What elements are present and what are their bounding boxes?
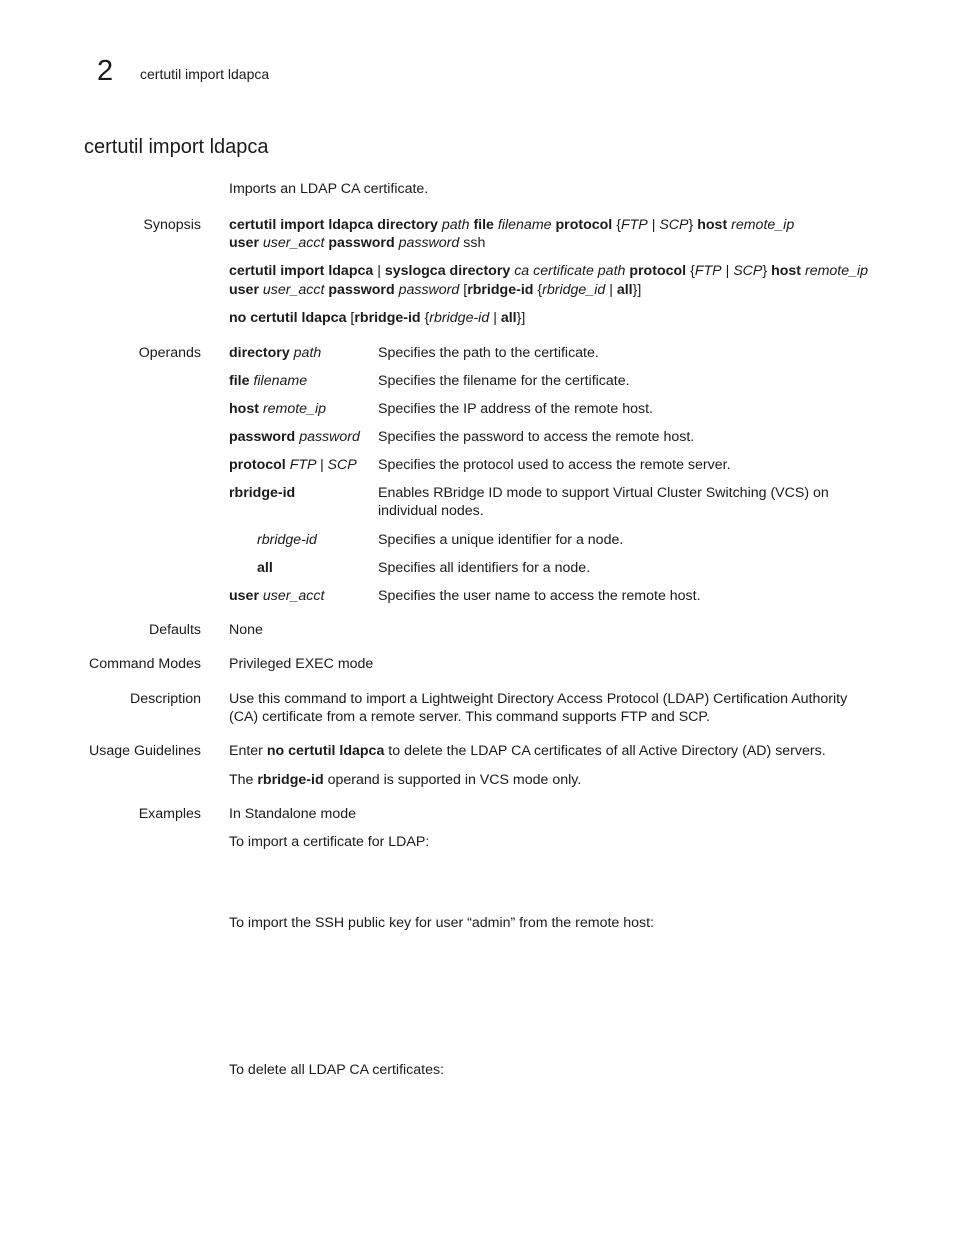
operand-term: file filename [229,373,308,389]
synopsis-line-1b: user user_acct password password ssh [229,235,486,251]
usage-guidelines-label: Usage Guidelines [89,743,201,759]
description-text: Use this command to import a Lightweight Directory Access Protocol (LDAP) Certification Authority (CA) certificate from a remote server. This command supports FTP and SCP. [229,691,848,725]
usage-guideline-1: Enter no certutil ldapca to delete the LDAP CA certificates of all Active Directory (AD) servers. [229,743,826,759]
synopsis-line-3: no certutil ldapca [rbridge-id {rbridge-id | all}] [229,310,526,326]
operand-description: Specifies a unique identifier for a node. [378,532,624,548]
chapter-number: 2 [97,55,114,87]
command-modes-label: Command Modes [89,656,201,672]
synopsis-label: Synopsis [143,217,201,233]
operand-description: Specifies the IP address of the remote host. [378,401,653,417]
synopsis-line-2a: certutil import ldapca | syslogca directory ca certificate path protocol {FTP | SCP} host remote_ip [229,263,869,279]
operand-description: Specifies the password to access the remote host. [378,429,695,445]
defaults-text: None [229,622,263,638]
operand-description: Specifies the path to the certificate. [378,345,599,361]
command-summary: Imports an LDAP CA certificate. [229,181,429,197]
examples-label: Examples [138,806,201,822]
operand-term: rbridge-id [229,485,296,501]
example-mode: In Standalone mode [229,806,356,822]
defaults-label: Defaults [148,622,201,638]
synopsis-line-1a: certutil import ldapca directory path file filename protocol {FTP | SCP} host remote_ip [229,217,795,233]
operand-term: rbridge-id [257,532,317,548]
page-title: certutil import ldapca [84,136,269,158]
example-import-ldap: To import a certificate for LDAP: [229,834,430,850]
operand-description: Specifies the filename for the certificate. [378,373,630,389]
example-delete-certs: To delete all LDAP CA certificates: [229,1062,445,1078]
description-label: Description [130,691,201,707]
example-import-ssh-key: To import the SSH public key for user “admin” from the remote host: [229,915,655,931]
operand-term: protocol FTP | SCP [229,457,357,473]
operand-description: Enables RBridge ID mode to support Virtual Cluster Switching (VCS) on individual nodes. [378,485,829,519]
operand-description: Specifies the protocol used to access the remote server. [378,457,731,473]
usage-guideline-2: The rbridge-id operand is supported in VCS mode only. [229,772,582,788]
operand-description: Specifies all identifiers for a node. [378,560,591,576]
operand-description: Specifies the user name to access the remote host. [378,588,701,604]
operand-term: directory path [229,345,322,361]
operand-term: password password [229,429,360,445]
operands-label: Operands [138,345,201,361]
operand-term: host remote_ip [229,401,326,417]
command-modes-text: Privileged EXEC mode [229,656,374,672]
operand-term: user user_acct [229,588,325,604]
synopsis-line-2b: user user_acct password password [rbridge-id {rbridge_id | all}] [229,282,642,298]
operand-term: all [257,560,273,576]
running-title: certutil import ldapca [140,66,270,82]
